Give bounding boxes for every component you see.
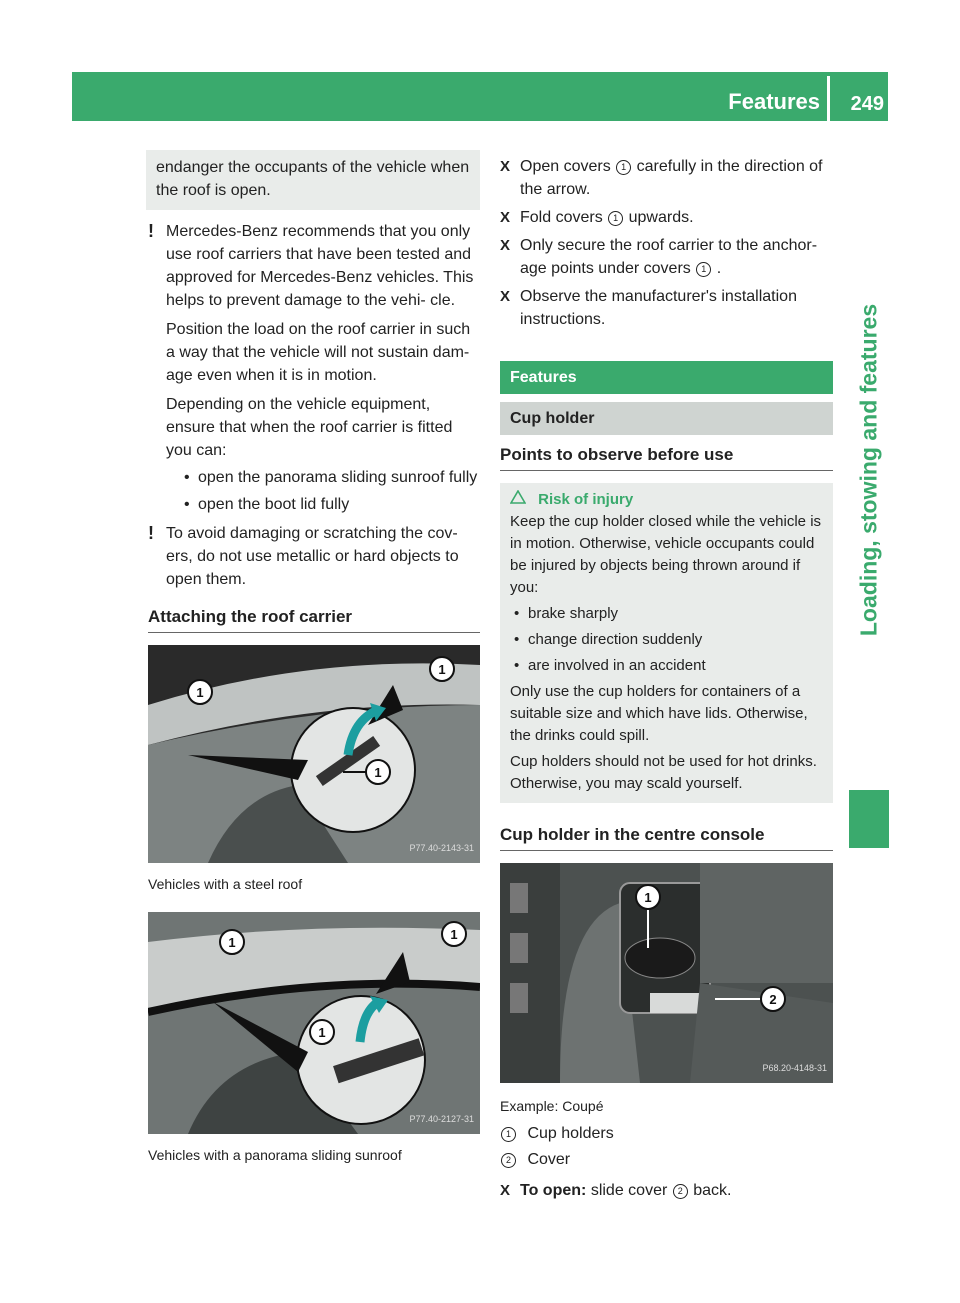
callout-number: 1 [501,1127,516,1142]
callout-label: 1 [228,935,236,950]
warning-paragraph: Only use the cup holders for containers of a suitable size and which have lids. Otherwise, the drinks could spill. [510,683,808,744]
note-paragraph: Mercedes-Benz recommends that you only use roof carriers that have been tested and approved for Mercedes-Benz vehicles. This helps to prevent damage to the vehi- cle. [166,223,474,309]
heading-cup-holder-console: Cup holder in the centre console [500,823,833,851]
step-marker-icon: X [500,288,511,305]
step-text: Observe the manufacturer's installation instructions. [520,288,797,328]
instruction-step [500,285,833,331]
warning-header [510,489,823,511]
warning-paragraph: Cup holders should not be used for hot drinks. Otherwise, you may scald yourself. [510,753,817,792]
step-text: slide cover [590,1182,668,1199]
side-tab-marker [849,790,889,848]
steel-roof-drawing [148,645,480,863]
step-label: To open: [520,1182,587,1199]
warning-paragraph: Keep the cup holder closed while the vehicle is in motion. Otherwise, vehicle occupants could be injured by objects being thrown around if you: [510,513,822,596]
legend-label: Cup holders [527,1125,614,1142]
list-item: • open the boot lid fully [180,493,480,516]
note-paragraph: To avoid damaging or scratching the cov- ers, do not use metallic or hard objects to open them. [166,525,459,588]
callout-label: 1 [196,685,204,700]
callout-number: 2 [501,1153,516,1168]
step-text: . [716,260,722,277]
callout-label: 1 [450,927,458,942]
instruction-step [500,1179,833,1202]
warning-title: Risk of injury [538,491,634,508]
step-marker-icon: X [500,209,511,226]
step-text: Fold covers [520,209,603,226]
callout-label: 1 [644,890,652,905]
sunroof-drawing [148,912,480,1134]
callout-number: 2 [673,1184,688,1199]
exclamation-icon: ! [148,221,154,241]
step-text: Open covers [520,158,611,175]
list-item: • brake sharply [510,603,823,625]
callout-label: 2 [769,992,777,1007]
page-number: 249 [850,93,884,115]
exclamation-icon: ! [148,523,154,543]
callout-label: 1 [318,1025,326,1040]
legend-item [500,1122,833,1145]
instruction-step [500,234,833,280]
cup-holder-illustration [500,863,833,1083]
page-header [72,72,888,121]
legend-label: Cover [527,1151,571,1168]
step-text: carefully in the direction of the arrow. [520,158,823,198]
callout-number: 1 [696,262,711,277]
callout-label: 1 [438,662,446,677]
image-caption: Vehicles with a panorama sliding sunroof [148,1147,402,1163]
list-item: • open the panorama sliding sunroof fully [180,466,480,489]
heading-points-to-observe: Points to observe before use [500,443,833,471]
step-marker-icon: X [500,237,511,254]
callout-label: 1 [374,765,382,780]
header-divider [827,76,830,121]
instruction-step [500,206,833,229]
right-column [500,155,833,1207]
section-heading-roof-carrier: Attaching the roof carrier [148,605,480,633]
image-caption: Example: Coupé [500,1098,604,1114]
note-paragraph: Depending on the vehicle equipment, ensure that when the roof carrier is fitted you can: [166,396,453,459]
instruction-step [500,155,833,201]
list-item: • change direction suddenly [510,629,823,651]
steel-roof-illustration [148,645,480,863]
header-title: Features [728,89,820,114]
note-paragraph: Position the load on the roof carrier in such a way that the vehicle will not sustain dam- age even when it is in motion. [166,321,471,384]
step-marker-icon: X [500,158,511,175]
grey-note [146,150,480,210]
image-code: P77.40-2127-31 [409,1114,474,1124]
left-column [148,150,480,1183]
callout-number: 1 [608,211,623,226]
subsection-bar-cup-holder: Cup holder [500,402,833,435]
image-code: P77.40-2143-31 [409,843,474,853]
cup-holder-drawing [500,863,833,1083]
warning-triangle-icon [510,489,526,511]
legend-item [500,1148,833,1171]
warning-box [500,483,833,803]
note-damage [148,522,480,591]
side-tab [849,160,889,780]
list-item: • are involved in an accident [510,655,823,677]
side-tab-label: Loading, stowing and features [855,303,882,637]
step-text: Only secure the roof carrier to the anchor- age points under covers [520,237,818,277]
step-marker-icon: X [500,1182,511,1199]
sunroof-illustration [148,912,480,1134]
step-text: back. [693,1182,732,1199]
section-bar-features: Features [500,361,833,394]
step-text: upwards. [628,209,694,226]
callout-number: 1 [616,160,631,175]
note-recommendation [148,220,480,516]
grey-note-text: endanger the occupants of the vehicle when the roof is open. [156,159,470,199]
image-caption: Vehicles with a steel roof [148,876,303,892]
image-code: P68.20-4148-31 [762,1063,827,1073]
